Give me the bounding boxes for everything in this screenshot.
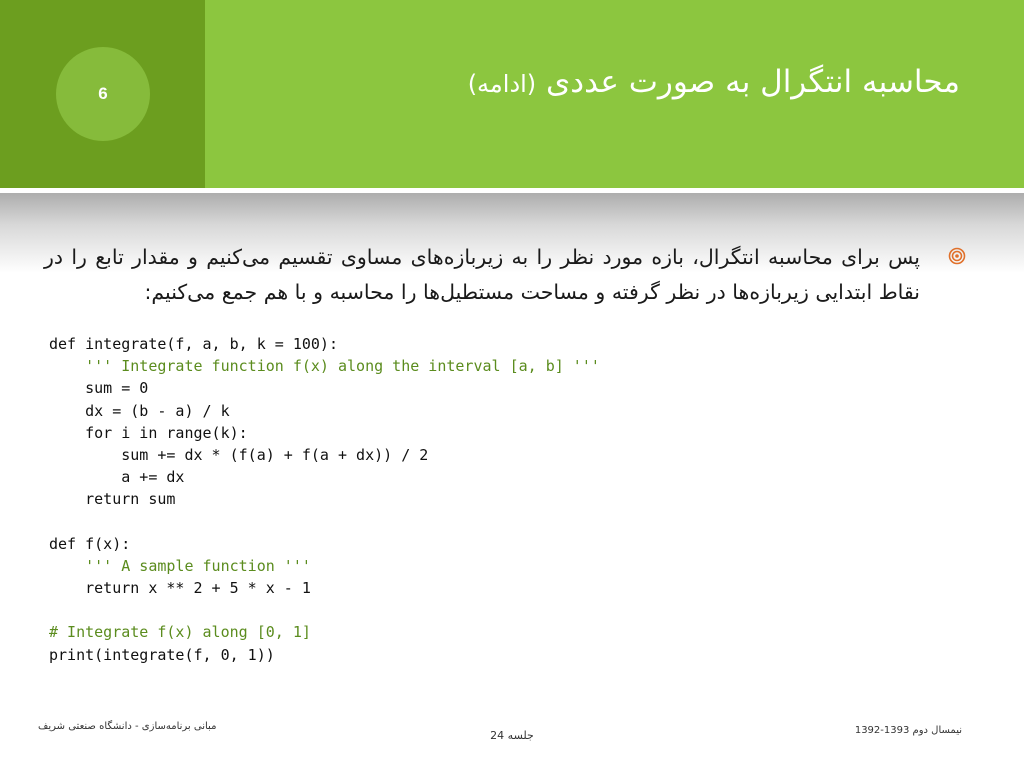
target-bullet-icon — [948, 247, 966, 265]
code-line: ''' A sample function ''' — [49, 556, 311, 575]
code-line: for i in range(k): — [49, 423, 248, 442]
footer-course: مبانی برنامه‌سازی - دانشگاه صنعتی شریف — [38, 721, 217, 732]
code-line: def f(x): — [49, 534, 131, 553]
footer-session: جلسه 24 — [490, 729, 534, 742]
code-line — [49, 599, 600, 621]
code-line: a += dx — [49, 468, 185, 487]
header-left-panel — [0, 0, 205, 188]
slide-title — [260, 64, 960, 101]
code-line: def integrate(f, a, b, k = 100): — [49, 335, 338, 353]
code-line: dx = (b - a) / k — [49, 401, 230, 420]
slide-title-suffix: (ادامه) — [467, 70, 537, 98]
code-line: print(integrate(f, 0, 1)) — [49, 645, 275, 664]
code-line: # Integrate f(x) along [0, 1] — [49, 623, 311, 642]
code-line: sum = 0 — [49, 379, 149, 398]
code-line — [49, 511, 600, 533]
code-line: sum += dx * (f(a) + f(a + dx)) / 2 — [49, 445, 429, 464]
code-line: return x ** 2 + 5 * x - 1 — [49, 579, 311, 598]
code-line: ''' Integrate function f(x) along the interval [a, b] ''' — [49, 357, 600, 376]
footer-semester: نیمسال دوم 1393-1392 — [854, 725, 962, 736]
slide-header — [0, 0, 1024, 188]
code-line: return sum — [49, 490, 176, 509]
slide-number: 6 — [56, 47, 150, 141]
bullet-text: پس برای محاسبه انتگرال، بازه مورد نظر را به زیربازه‌های مساوی تقسیم می‌کنیم و مقدار تابع را در نقاط ابتدایی زیربازه‌ها در نظر گرفته و مساحت مستطیل‌ها را محاسبه و با هم جمع می‌کنیم: — [44, 245, 920, 304]
code-block — [49, 333, 600, 666]
slide-title-main: محاسبه انتگرال به صورت عددی — [546, 64, 960, 100]
